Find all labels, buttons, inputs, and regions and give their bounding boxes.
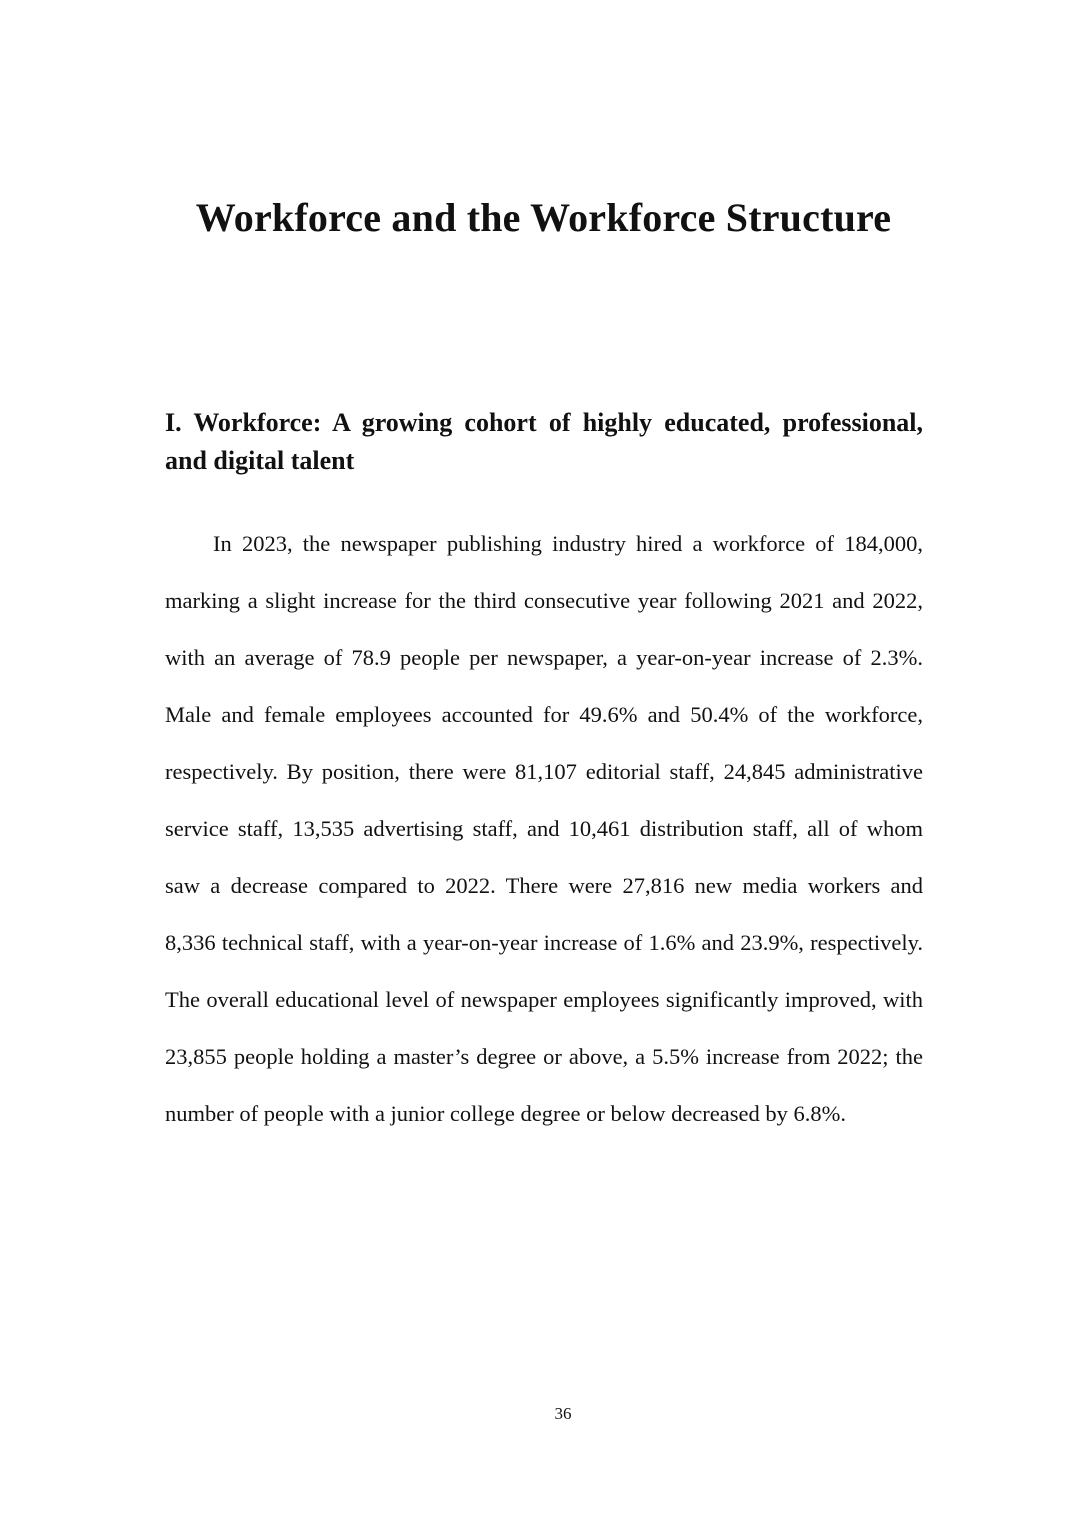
section-heading: I. Workforce: A growing cohort of highly educated, professional, and digital talent [165,408,923,475]
chapter-title: Workforce and the Workforce Structure [195,195,892,240]
body-paragraph: In 2023, the newspaper publishing industry hired a workforce of 184,000, marking a slight increase for the third consecutive year following 2021 and 2022, with an average of 78.9 people per newspaper, a year-on-year increase of 2.3%. Male and female employees accounted for 49.6% and 50.4% of the workforce, respectively. By position, there were 81,107 editorial staff, 24,845 administrative service staff, 13,535 advertising staff, and 10,461 distribution staff, all of whom saw a decrease compared to 2022. There were 27,816 new media workers and 8,336 technical staff, with a year-on-year increase of 1.6% and 23.9%, respectively. The overall educational level of newspaper employees significantly improved, with 23,855 people holding a master’s degree or above, a 5.5% increase from 2022; the number of people with a junior college degree or below decreased by 6.8%. [165,531,923,1126]
page-number: 36 [554,1404,572,1423]
